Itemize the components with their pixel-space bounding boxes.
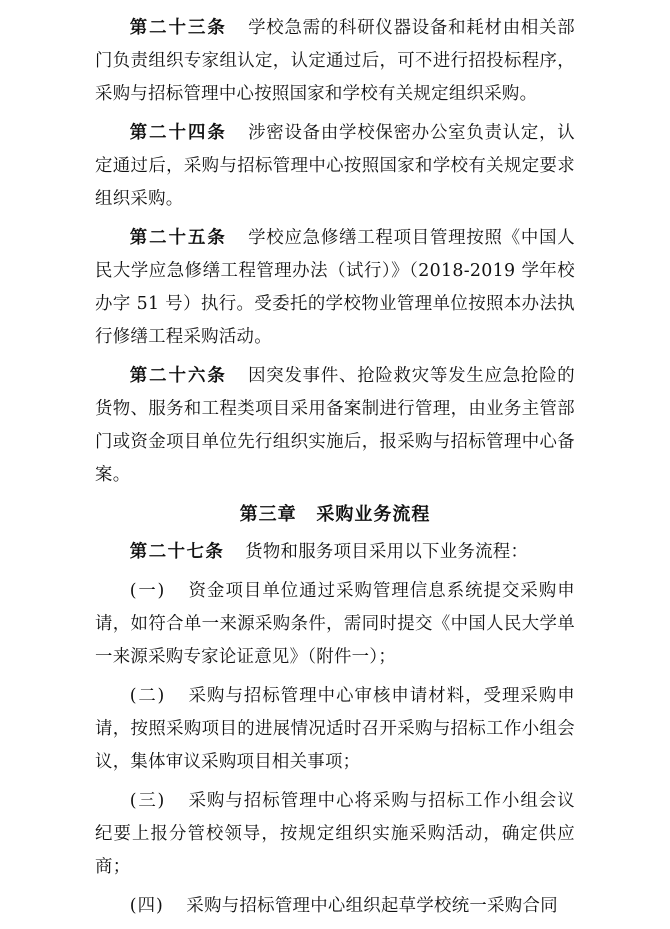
list-item [95, 575, 575, 674]
list-item [95, 785, 575, 884]
article-25 [95, 222, 575, 354]
article-26 [95, 360, 575, 492]
article-23 [95, 12, 575, 111]
article-text: 涉密设备由学校保密办公室负责认定，认定通过后，采购与招标管理中心按照国家和学校有关规定要求组织采购。 [95, 123, 575, 209]
item-text: 采购与招标管理中心组织起草学校统一采购合同 [186, 896, 558, 916]
item-text: 采购与招标管理中心审核申请材料，受理采购申请，按照采购项目的进展情况适时召开采购与招标工作小组会议，集体审议采购项目相关事项； [95, 686, 575, 772]
article-text: 学校急需的科研仪器设备和耗材由相关部门负责组织专家组认定，认定通过后，可不进行招投标程序，采购与招标管理中心按照国家和学校有关规定组织采购。 [95, 18, 575, 104]
item-text: 资金项目单位通过采购管理信息系统提交采购申请，如符合单一来源采购条件，需同时提交《中国人民大学单一来源采购专家论证意见》（附件一）； [95, 581, 575, 667]
chapter-number: 第三章 [239, 504, 297, 525]
article-text: 因突发事件、抢险救灾等发生应急抢险的货物、服务和工程类项目采用备案制进行管理，由业务主管部门或资金项目单位先行组织实施后，报采购与招标管理中心备案。 [95, 366, 575, 485]
article-text: 学校应急修缮工程项目管理按照《中国人民大学应急修缮工程管理办法（试行）》（2018-2019 学年校办字 51 号）执行。受委托的学校物业管理单位按照本办法执行修缮工程采购活动。 [95, 228, 575, 347]
article-text: 货物和服务项目采用以下业务流程： [245, 542, 529, 562]
article-number: 第二十六条 [129, 366, 227, 386]
item-number: (二) [129, 686, 166, 706]
item-number: (四) [129, 896, 164, 916]
item-number: (一) [129, 581, 166, 601]
document-page [95, 12, 575, 929]
list-item [95, 680, 575, 779]
article-number: 第二十七条 [129, 542, 225, 562]
chapter-title: 采购业务流程 [316, 504, 431, 525]
article-number: 第二十四条 [129, 123, 227, 143]
article-number: 第二十五条 [129, 228, 227, 248]
item-text: 采购与招标管理中心将采购与招标工作小组会议纪要上报分管校领导，按规定组织实施采购活动，确定供应商； [95, 791, 575, 877]
chapter-heading [95, 498, 575, 532]
article-27 [95, 536, 575, 569]
item-number: (三) [129, 791, 166, 811]
article-24 [95, 117, 575, 216]
list-item [95, 890, 575, 923]
article-number: 第二十三条 [129, 18, 227, 38]
